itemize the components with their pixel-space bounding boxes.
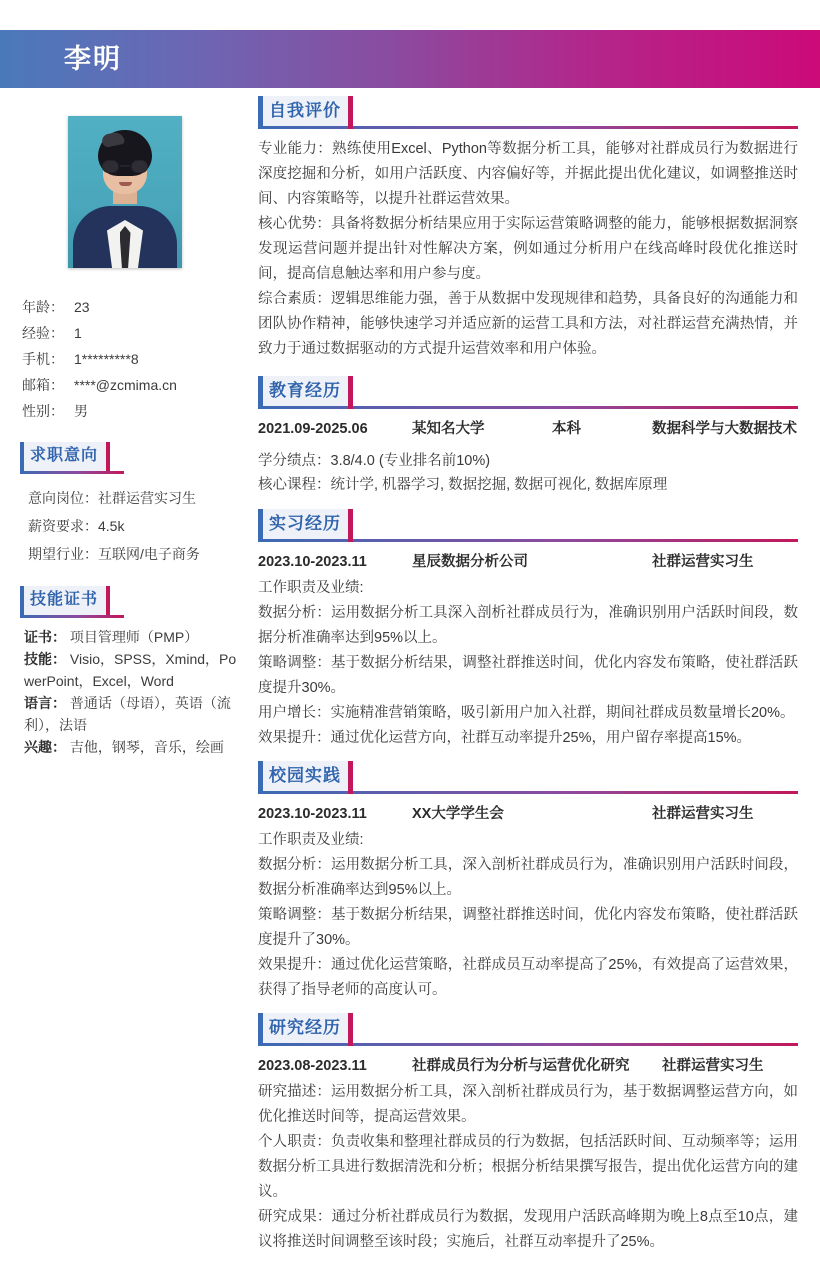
campus-date: 2023.10-2023.11	[258, 806, 367, 822]
section-title-skills-certificates: 技能证书	[30, 591, 99, 608]
skills-value-language: 普通话（母语），英语（流利），法语	[24, 695, 231, 733]
section-header-job-intention	[20, 442, 110, 471]
info-row-experience	[22, 320, 236, 346]
campus-role: 社群运营实习生	[652, 806, 754, 822]
skills-value-skill: Visio，SPSS，Xmind，PowerPoint，Excel，Word	[24, 651, 237, 689]
info-value-age: 23	[74, 299, 90, 315]
page-title: 李明	[64, 43, 122, 74]
resume-body	[0, 88, 820, 1265]
detail-line: 研究成果：通过分析社群成员行为数据，发现用户活跃高峰期为晚上8点至10点，建议将推送时间调整至该时段；实施后，社群互动率提升了25%。	[258, 1209, 798, 1250]
detail-line: 工作职责及业绩:	[258, 580, 364, 596]
section-header-internship	[258, 509, 353, 539]
list-item	[28, 512, 238, 540]
skills-label-interest: 兴趣：	[24, 739, 66, 755]
glasses-icon	[101, 160, 149, 173]
skills-value-certificate: 项目管理师（PMP）	[69, 629, 199, 645]
section-header-skills-certificates	[20, 586, 110, 615]
list-item	[24, 626, 238, 648]
section-rule-campus-practice	[258, 791, 798, 794]
detail-line: 策略调整：基于数据分析结果，调整社群推送时间，优化内容发布策略，使社群活跃度提升30%。	[258, 655, 798, 696]
section-title-job-intention: 求职意向	[30, 447, 99, 464]
section-job-intention	[0, 442, 250, 568]
section-header-education	[258, 376, 353, 406]
intention-value-industry: 互联网/电子商务	[98, 546, 200, 562]
info-value-email: ****@zcmima.cn	[74, 377, 177, 393]
section-title-self-evaluation: 自我评价	[269, 101, 341, 120]
main-column	[250, 88, 820, 1265]
detail-line: 工作职责及业绩:	[258, 832, 364, 848]
skills-list	[20, 626, 238, 758]
self-evaluation-text	[258, 137, 798, 362]
research-role: 社群运营实习生	[662, 1058, 764, 1074]
section-rule-job-intention	[20, 471, 124, 474]
list-item	[28, 484, 238, 512]
education-date: 2021.09-2025.06	[258, 421, 368, 437]
info-row-phone	[22, 346, 236, 372]
intention-label-salary: 薪资要求：	[28, 518, 98, 534]
info-label-gender: 性别：	[22, 403, 64, 419]
sidebar	[0, 88, 250, 758]
intention-value-position: 社群运营实习生	[98, 490, 196, 506]
avatar	[68, 116, 182, 268]
info-value-experience: 1	[74, 325, 82, 341]
info-row-gender	[22, 398, 236, 424]
info-label-age: 年龄：	[22, 299, 64, 315]
section-rule-internship	[258, 539, 798, 542]
section-title-education: 教育经历	[269, 381, 341, 400]
info-value-gender: 男	[74, 403, 88, 419]
detail-line: 用户增长：实施精准营销策略，吸引新用户加入社群，期间社群成员数量增长20%。	[258, 705, 795, 721]
info-row-email	[22, 372, 236, 398]
job-intention-list	[20, 484, 238, 568]
detail-line: 个人职责：负责收集和整理社群成员的行为数据，包括活跃时间、互动频率等；运用数据分析工具进行数据清洗和分析；根据分析结果撰写报告，提出优化运营方向的建议。	[258, 1134, 798, 1200]
glasses-right-lens	[131, 160, 148, 173]
section-self-evaluation	[258, 96, 798, 362]
detail-line: 策略调整：基于数据分析结果，调整社群推送时间，优化内容发布策略，使社群活跃度提升了30%。	[258, 907, 798, 948]
glasses-left-lens	[102, 160, 119, 173]
skills-label-skill: 技能：	[24, 651, 66, 667]
detail-line: 效果提升：通过优化运营方向，社群互动率提升25%，用户留存率提高15%。	[258, 730, 752, 746]
detail-line: 研究描述：运用数据分析工具，深入剖析社群成员行为，基于数据调整运营方向，如优化推送时间等，提高运营效果。	[258, 1084, 798, 1125]
section-rule-education	[258, 406, 798, 409]
section-title-campus-practice: 校园实践	[269, 766, 341, 785]
list-item	[24, 736, 238, 758]
section-title-internship: 实习经历	[269, 514, 341, 533]
table-row	[258, 1054, 798, 1078]
self-evaluation-paragraph: 综合素质：逻辑思维能力强，善于从数据中发现规律和趋势，具备良好的沟通能力和团队协作精神，能够快速学习并适应新的运营工具和方法，对社群运营充满热情，并致力于通过数据驱动的方式提升运营效率和用户体验。	[258, 291, 798, 357]
info-label-phone: 手机：	[22, 351, 64, 367]
table-row	[258, 550, 798, 574]
skills-value-interest: 吉他，钢琴，音乐，绘画	[69, 739, 224, 755]
list-item	[24, 648, 238, 692]
education-school: 某知名大学	[412, 421, 485, 437]
education-meta	[258, 449, 798, 497]
section-rule-self-evaluation	[258, 126, 798, 129]
detail-line: 数据分析：运用数据分析工具深入剖析社群成员行为，准确识别用户活跃时间段，数据分析准确率达到95%以上。	[258, 605, 798, 646]
table-row	[258, 417, 798, 441]
info-value-phone: 1*********8	[74, 351, 139, 367]
list-item	[24, 692, 238, 736]
internship-role: 社群运营实习生	[652, 554, 754, 570]
info-label-email: 邮箱：	[22, 377, 64, 393]
self-evaluation-paragraph: 核心优势：具备将数据分析结果应用于实际运营策略调整的能力，能够根据数据洞察发现运营问题并提出针对性解决方案，例如通过分析用户在线高峰时段优化推送时间，提高信息触达率和用户参与度。	[258, 216, 798, 282]
research-topic: 社群成员行为分析与运营优化研究	[412, 1058, 630, 1074]
section-campus-practice	[258, 761, 798, 1003]
section-rule-research	[258, 1043, 798, 1046]
intention-label-position: 意向岗位：	[28, 490, 98, 506]
section-header-self-evaluation	[258, 96, 353, 126]
skills-label-language: 语言：	[24, 695, 66, 711]
research-date: 2023.08-2023.11	[258, 1058, 367, 1074]
section-internship	[258, 509, 798, 751]
internship-date: 2023.10-2023.11	[258, 554, 367, 570]
section-education	[258, 376, 798, 497]
intention-label-industry: 期望行业：	[28, 546, 98, 562]
section-skills-certificates	[0, 586, 250, 758]
glasses-bridge	[120, 165, 130, 167]
education-degree: 本科	[552, 421, 581, 437]
personal-info-list	[0, 294, 250, 424]
skills-label-certificate: 证书：	[24, 629, 66, 645]
internship-details	[258, 576, 798, 751]
self-evaluation-paragraph: 专业能力：熟练使用Excel、Python等数据分析工具，能够对社群成员行为数据进行深度挖掘和分析，如用户活跃度、内容偏好等，并据此提出优化建议，如调整推送时间、内容策略等，以提升社群运营效果。	[258, 141, 798, 207]
intention-value-salary: 4.5k	[98, 518, 125, 534]
education-gpa: 学分绩点：3.8/4.0 (专业排名前10%)	[258, 453, 491, 469]
section-title-research: 研究经历	[269, 1018, 341, 1037]
education-major: 数据科学与大数据技术	[652, 421, 797, 437]
education-courses: 核心课程：统计学, 机器学习, 数据挖掘, 数据可视化, 数据库原理	[258, 477, 668, 493]
section-rule-skills-certificates	[20, 615, 124, 618]
campus-details	[258, 828, 798, 1003]
info-label-experience: 经验：	[22, 325, 64, 341]
section-research	[258, 1013, 798, 1255]
detail-line: 数据分析：运用数据分析工具，深入剖析社群成员行为，准确识别用户活跃时间段，数据分析准确率达到95%以上。	[258, 857, 798, 898]
section-header-campus-practice	[258, 761, 353, 791]
avatar-mouth	[119, 182, 132, 186]
research-details	[258, 1080, 798, 1255]
resume-header-banner	[0, 30, 820, 88]
detail-line: 效果提升：通过优化运营策略，社群成员互动率提高了25%，有效提高了运营效果，获得了指导老师的高度认可。	[258, 957, 798, 998]
table-row	[258, 802, 798, 826]
campus-organization: XX大学学生会	[412, 806, 504, 822]
list-item	[28, 540, 238, 568]
section-header-research	[258, 1013, 353, 1043]
info-row-age	[22, 294, 236, 320]
internship-company: 星辰数据分析公司	[412, 554, 528, 570]
